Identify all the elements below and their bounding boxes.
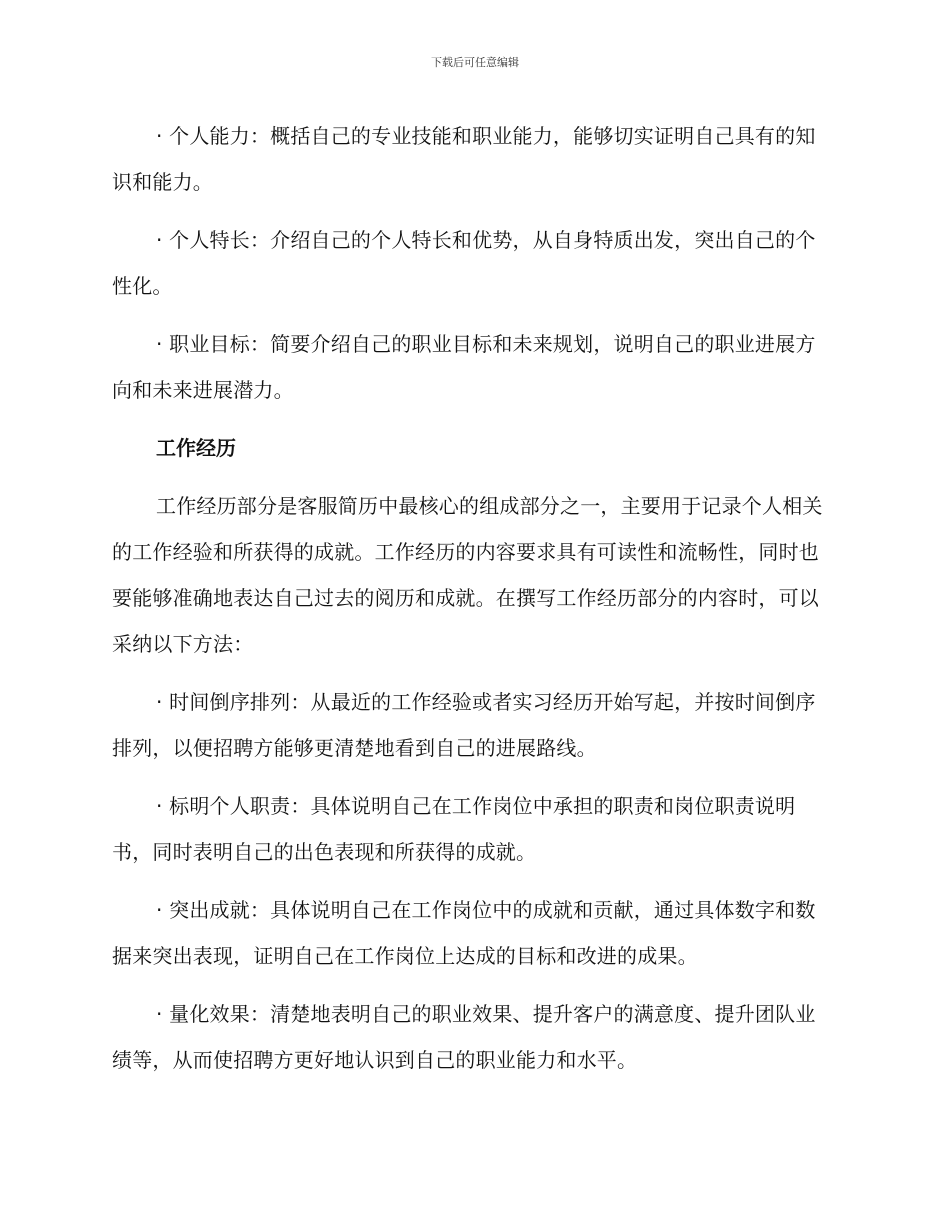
bullet-quantified-results: · 量化效果：清楚地表明自己的职业效果、提升客户的满意度、提升团队业绩等，从而使招聘方更好地认识到自己的职业能力和水平。 <box>112 1002 816 1072</box>
bullet-personal-strength: · 个人特长：介绍自己的个人特长和优势，从自身特质出发，突出自己的个性化。 <box>112 228 816 298</box>
bullet-achievements: · 突出成就：具体说明自己在工作岗位中的成就和贡献，通过具体数字和数据来突出表现，证明自己在工作岗位上达成的目标和改进的成果。 <box>112 898 816 968</box>
bullet-career-goal: · 职业目标：简要介绍自己的职业目标和未来规划，说明自己的职业进展方向和未来进展潜力。 <box>112 332 816 402</box>
bullet-responsibilities: · 标明个人职责：具体说明自己在工作岗位中承担的职责和岗位职责说明书，同时表明自己的出色表现和所获得的成就。 <box>112 794 796 864</box>
document-body <box>112 113 830 1095</box>
section-heading-work-experience: 工作经历 <box>156 436 236 460</box>
bullet-reverse-chronological: · 时间倒序排列：从最近的工作经验或者实习经历开始写起，并按时间倒序排列，以便招聘方能够更清楚地看到自己的进展路线。 <box>112 690 816 760</box>
work-experience-intro: 工作经历部分是客服简历中最核心的组成部分之一，主要用于记录个人相关的工作经验和所获得的成就。工作经历的内容要求具有可读性和流畅性，同时也要能够准确地表达自己过去的阅历和成就。在撰写工作经历部分的内容时，可以采纳以下方法： <box>112 494 823 656</box>
header-note: 下载后可任意编辑 <box>431 56 519 69</box>
bullet-personal-ability: · 个人能力：概括自己的专业技能和职业能力，能够切实证明自己具有的知识和能力。 <box>112 124 816 194</box>
